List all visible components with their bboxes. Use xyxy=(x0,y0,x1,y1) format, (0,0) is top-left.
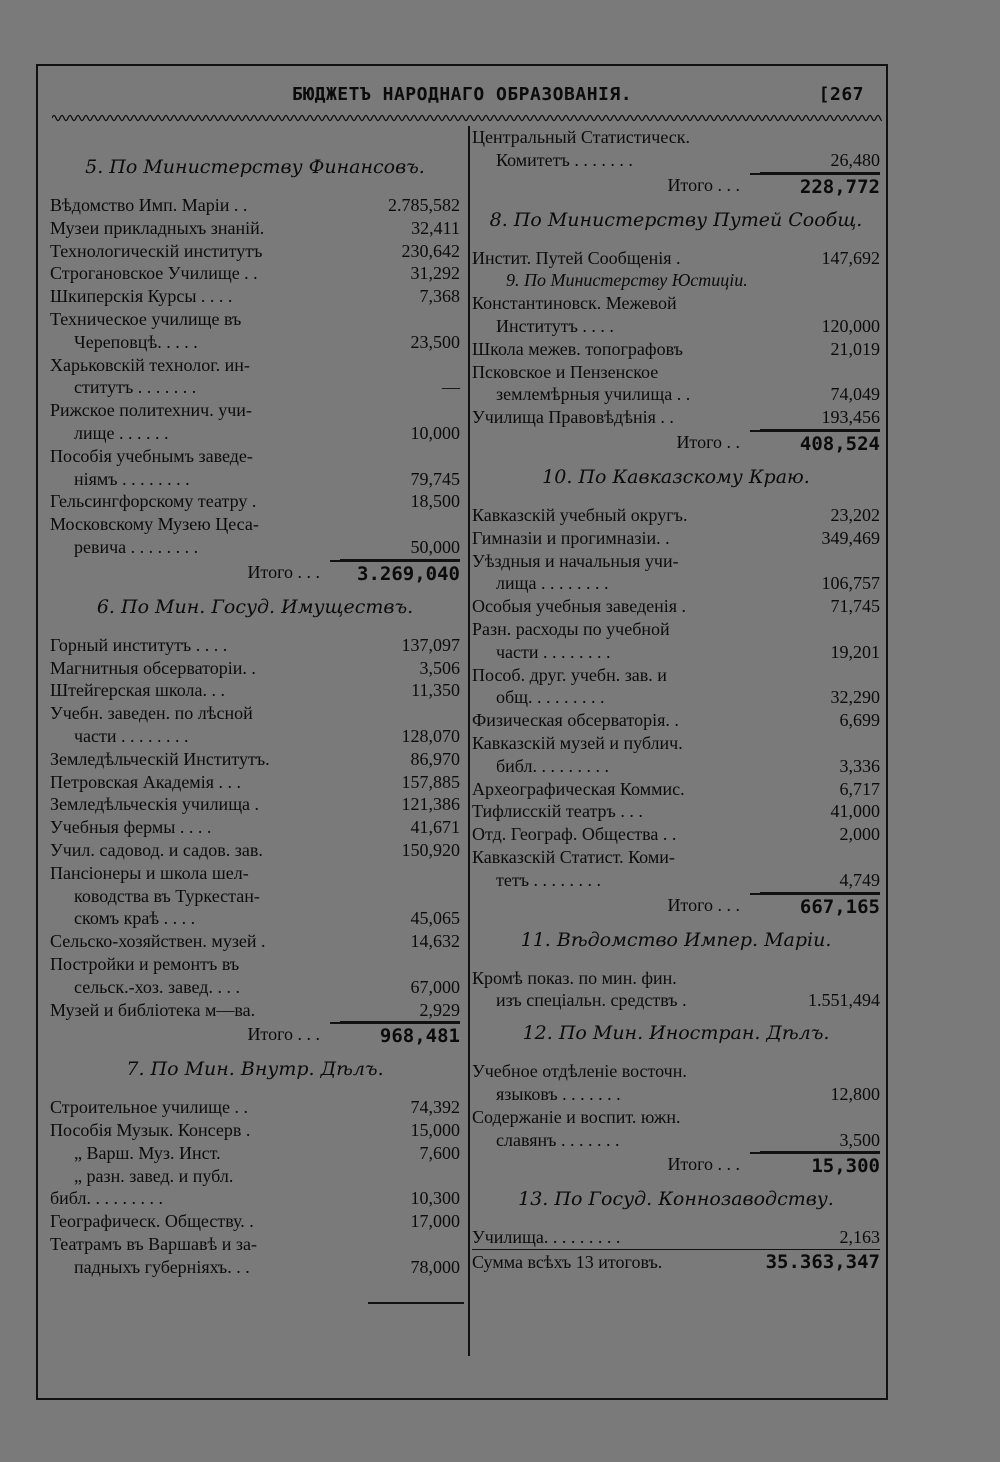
row-label: Археографическая Коммис. xyxy=(472,778,685,799)
wavy-rule xyxy=(52,112,882,124)
budget-row xyxy=(472,550,880,573)
grand-total xyxy=(472,1249,880,1274)
row-label: Школа межев. топографовъ xyxy=(472,338,683,359)
left-column xyxy=(50,146,460,1279)
row-label: Кавказскій музей и публич. xyxy=(472,732,683,753)
row-label: Земледѣльческія училища . xyxy=(50,794,260,815)
row-amount: 3,500 xyxy=(760,1129,880,1153)
budget-row xyxy=(472,1129,880,1153)
row-amount: — xyxy=(442,377,460,398)
budget-section xyxy=(472,466,880,919)
row-amount: 7,600 xyxy=(419,1142,460,1163)
budget-row xyxy=(472,1226,880,1249)
budget-row xyxy=(472,292,880,315)
section-title: 6. По Мин. Госуд. Имуществъ. xyxy=(96,595,414,618)
row-amount: 12,800 xyxy=(830,1083,880,1104)
budget-row xyxy=(472,406,880,430)
section-total xyxy=(472,173,880,199)
budget-row xyxy=(472,1060,880,1083)
budget-row xyxy=(50,702,460,725)
row-amount: 79,745 xyxy=(410,468,460,489)
budget-row xyxy=(50,999,460,1023)
budget-row xyxy=(50,1187,460,1210)
row-label: Пособія учебнымъ заведе- xyxy=(50,445,253,466)
budget-row xyxy=(50,907,460,930)
closing-rule xyxy=(368,1302,464,1304)
row-amount: 128,070 xyxy=(401,725,460,746)
row-label: славянъ . . . . . . . xyxy=(496,1129,620,1150)
row-label: Особыя учебныя заведенія . xyxy=(472,596,687,617)
row-label: ститутъ . . . . . . . xyxy=(74,377,197,398)
budget-section xyxy=(472,1022,880,1178)
row-label: Физическая обсерваторія. . xyxy=(472,710,679,731)
budget-row xyxy=(50,354,460,377)
row-label: скомъ краѣ . . . . xyxy=(74,908,196,929)
budget-row xyxy=(50,490,460,513)
row-amount: 3,336 xyxy=(839,755,880,776)
row-label: Музеи прикладныхъ знаній. xyxy=(50,217,265,238)
row-amount: 4,749 xyxy=(760,869,880,893)
budget-row xyxy=(472,383,880,406)
budget-row xyxy=(472,641,880,664)
row-label: „ Варш. Муз. Инст. xyxy=(74,1142,221,1163)
row-amount: 67,000 xyxy=(410,976,460,997)
row-label: изъ спеціальн. средствъ . xyxy=(496,990,687,1011)
row-label: Учебное отдѣленіе восточн. xyxy=(472,1061,687,1082)
total-amount: 3.269,040 xyxy=(330,560,460,586)
row-label: части . . . . . . . . xyxy=(496,641,611,662)
row-amount: 26,480 xyxy=(760,149,880,173)
row-label: библ. . . . . . . . . xyxy=(496,755,609,776)
budget-row xyxy=(472,338,880,361)
row-amount: 14,632 xyxy=(410,931,460,952)
row-amount: 32,290 xyxy=(830,687,880,708)
row-label: лища . . . . . . . . xyxy=(496,573,609,594)
section-title: 8. По Министерству Путей Сообщ. xyxy=(489,208,863,231)
row-label: Технологическій институтъ xyxy=(50,240,263,261)
budget-section xyxy=(472,126,880,199)
budget-row xyxy=(50,536,460,560)
row-label: Магнитныя обсерваторіи. . xyxy=(50,657,256,678)
section-title: 10. По Кавказскому Краю. xyxy=(542,465,810,488)
row-label: Уѣздныя и начальныя учи- xyxy=(472,550,679,571)
row-amount: 120,000 xyxy=(821,315,880,336)
row-amount: 41,000 xyxy=(830,801,880,822)
budget-row xyxy=(472,126,880,149)
row-label: общ. . . . . . . . . xyxy=(496,687,605,708)
row-label: Центральный Статистическ. xyxy=(472,127,690,147)
row-label: Штейгерская школа. . . xyxy=(50,680,225,701)
row-label: Сельско-хозяйствен. музей . xyxy=(50,931,266,952)
row-label: Пособ. друг. учебн. зав. и xyxy=(472,664,667,685)
row-label: Череповцѣ. . . . . xyxy=(74,331,198,352)
row-label: Тифлисскій театръ . . . xyxy=(472,801,643,822)
budget-row xyxy=(50,468,460,491)
budget-row xyxy=(472,800,880,823)
row-amount: 10,000 xyxy=(410,422,460,443)
budget-section xyxy=(50,1058,460,1278)
total-label: Итого . . xyxy=(676,431,740,452)
section-title: 11. Вѣдомство Импер. Маріи. xyxy=(520,928,832,951)
row-label: падныхъ губерніяхъ. . . xyxy=(74,1256,250,1277)
page-number: [267 xyxy=(818,84,864,105)
row-label: Институтъ . . . . xyxy=(496,315,614,336)
row-label: Содержаніе и воспит. южн. xyxy=(472,1106,681,1127)
total-label: Итого . . . xyxy=(247,1024,320,1045)
row-amount: 2,929 xyxy=(340,999,460,1023)
row-label: Разн. расходы по учебной xyxy=(472,618,670,639)
budget-section xyxy=(472,209,880,456)
budget-row xyxy=(472,778,880,801)
budget-row xyxy=(472,869,880,893)
row-label: Пансіонеры и школа шел- xyxy=(50,862,249,883)
row-amount: 106,757 xyxy=(821,573,880,594)
row-amount: 121,386 xyxy=(401,794,460,815)
budget-row xyxy=(472,709,880,732)
budget-section xyxy=(472,929,880,1013)
row-amount: 71,745 xyxy=(830,596,880,617)
budget-row xyxy=(472,361,880,384)
row-amount: 1.551,494 xyxy=(808,990,880,1011)
budget-row xyxy=(472,967,880,990)
row-label: Инстит. Путей Сообщенія . xyxy=(472,247,681,268)
budget-row xyxy=(50,771,460,794)
row-amount: 6,717 xyxy=(839,778,880,799)
row-label: Учебныя фермы . . . . xyxy=(50,817,212,838)
budget-row xyxy=(50,930,460,953)
row-amount: 19,201 xyxy=(830,641,880,662)
row-amount: 18,500 xyxy=(410,491,460,512)
row-amount: 6,699 xyxy=(839,710,880,731)
row-amount: 10,300 xyxy=(410,1188,460,1209)
column-divider xyxy=(468,126,470,1356)
budget-row xyxy=(50,1142,460,1165)
row-label: Постройки и ремонтъ въ xyxy=(50,953,240,974)
budget-row xyxy=(472,686,880,709)
row-amount: 3,506 xyxy=(419,657,460,678)
row-amount: 349,469 xyxy=(821,527,880,548)
total-label: Итого . . . xyxy=(667,894,740,915)
budget-row xyxy=(50,513,460,536)
row-label: Училища. . . . . . . . . xyxy=(472,1227,621,1248)
row-label: ніямъ . . . . . . . . xyxy=(74,468,190,489)
row-label: ревича . . . . . . . . xyxy=(74,536,199,557)
budget-row xyxy=(50,793,460,816)
row-label: лище . . . . . . xyxy=(74,422,169,443)
budget-row xyxy=(50,1233,460,1256)
total-amount: 408,524 xyxy=(750,430,880,456)
budget-row xyxy=(50,748,460,771)
section-total xyxy=(472,1152,880,1178)
row-label: Учебн. заведен. по лѣсной xyxy=(50,703,253,724)
row-label: части . . . . . . . . xyxy=(74,725,189,746)
row-label: 9. По Министерству Юстиціи. xyxy=(506,270,748,291)
row-label: Техническое училище въ xyxy=(50,308,242,329)
budget-row xyxy=(50,885,460,908)
row-amount: 86,970 xyxy=(410,748,460,769)
budget-row xyxy=(50,262,460,285)
total-label: Итого . . . xyxy=(247,561,320,582)
budget-row xyxy=(472,755,880,778)
budget-row xyxy=(50,1119,460,1142)
row-label: Пособія Музык. Консерв . xyxy=(50,1120,251,1141)
row-label: „ разн. завед. и публ. xyxy=(74,1165,234,1186)
right-column xyxy=(472,126,880,1274)
row-amount: 50,000 xyxy=(340,536,460,560)
row-label: Комитетъ . . . . . . . xyxy=(496,149,633,170)
budget-row xyxy=(50,1096,460,1119)
budget-row xyxy=(472,664,880,687)
section-title: 13. По Госуд. Коннозаводству. xyxy=(518,1188,834,1211)
budget-row xyxy=(50,634,460,657)
row-amount: 23,500 xyxy=(410,331,460,352)
budget-row xyxy=(50,976,460,999)
row-label: Отд. Географ. Общества . . xyxy=(472,824,677,845)
budget-row xyxy=(472,846,880,869)
row-amount: 2,000 xyxy=(839,824,880,845)
total-amount: 15,300 xyxy=(750,1152,880,1178)
budget-row xyxy=(50,331,460,354)
budget-row xyxy=(472,1106,880,1129)
row-label: сельск.-хоз. завед. . . . xyxy=(74,976,240,997)
budget-section xyxy=(472,1188,880,1274)
budget-row xyxy=(50,240,460,263)
header-title: БЮДЖЕТЪ НАРОДНАГО ОБРАЗОВАНІЯ. xyxy=(291,84,633,105)
total-amount: 228,772 xyxy=(750,173,880,199)
budget-row xyxy=(50,1165,460,1188)
row-label: библ. . . . . . . . . xyxy=(50,1188,163,1209)
row-label: Шкиперскія Курсы . . . . xyxy=(50,286,233,307)
row-amount: 31,292 xyxy=(410,263,460,284)
budget-row xyxy=(50,816,460,839)
section-title: 5. По Министерству Финансовъ. xyxy=(85,156,425,178)
budget-row xyxy=(50,679,460,702)
section-title: 12. По Мин. Иностран. Дѣлъ. xyxy=(522,1022,830,1045)
budget-row xyxy=(472,315,880,338)
budget-row xyxy=(50,399,460,422)
grand-total-amount: 35.363,347 xyxy=(765,1251,880,1274)
budget-row xyxy=(472,618,880,641)
row-amount: 15,000 xyxy=(410,1120,460,1141)
row-amount: 157,885 xyxy=(401,771,460,792)
budget-row xyxy=(50,657,460,680)
row-label: Строительное училище . . xyxy=(50,1097,249,1118)
total-label: Итого . . . xyxy=(667,174,740,195)
row-amount: 230,642 xyxy=(401,240,460,261)
budget-row xyxy=(472,247,880,270)
row-amount: 45,065 xyxy=(410,908,460,929)
section-total xyxy=(50,560,460,586)
budget-row xyxy=(472,527,880,550)
running-header xyxy=(38,84,886,112)
budget-row xyxy=(50,445,460,468)
row-label: ководства въ Туркестан- xyxy=(74,885,260,906)
row-label: Географическ. Обществу. . xyxy=(50,1211,254,1232)
row-label: Кавказскій учебный округъ. xyxy=(472,504,688,525)
budget-row xyxy=(472,504,880,527)
row-label: Московскому Музею Цеса- xyxy=(50,514,259,535)
row-label: Учил. садовод. и садов. зав. xyxy=(50,839,263,860)
grand-total-label: Сумма всѣхъ 13 итоговъ. xyxy=(472,1252,663,1273)
row-label: Псковское и Пензенское xyxy=(472,361,659,382)
budget-section xyxy=(50,596,460,1049)
budget-row xyxy=(472,732,880,755)
row-amount: 2,163 xyxy=(839,1227,880,1248)
row-amount: 17,000 xyxy=(410,1211,460,1232)
section-title: 7. По Мин. Внутр. Дѣлъ. xyxy=(126,1058,384,1081)
row-amount: 193,456 xyxy=(760,406,880,430)
row-label: Гимназіи и прогимназіи. . xyxy=(472,527,670,548)
section-total xyxy=(472,893,880,919)
row-label: Строгановское Училище . . xyxy=(50,263,258,284)
budget-section xyxy=(50,156,460,586)
row-amount: 74,392 xyxy=(410,1097,460,1118)
row-amount: 11,350 xyxy=(411,680,460,701)
budget-row xyxy=(50,953,460,976)
budget-row xyxy=(472,269,880,292)
budget-row xyxy=(50,217,460,240)
row-amount: 78,000 xyxy=(410,1256,460,1277)
row-amount: 23,202 xyxy=(830,504,880,525)
row-label: Петровская Академія . . . xyxy=(50,771,241,792)
row-amount: 21,019 xyxy=(830,338,880,359)
row-label: Гельсингфорскому театру . xyxy=(50,491,257,512)
row-label: Горный институтъ . . . . xyxy=(50,634,228,655)
row-label: Рижское политехнич. учи- xyxy=(50,400,252,421)
row-amount: 137,097 xyxy=(401,634,460,655)
row-label: Училища Правовѣдѣнія . . xyxy=(472,407,674,428)
budget-row xyxy=(50,1256,460,1279)
row-label: Музей и библіотека м—ва. xyxy=(50,999,256,1020)
row-amount: 147,692 xyxy=(821,247,880,268)
row-amount: 74,049 xyxy=(830,384,880,405)
section-total xyxy=(472,430,880,456)
budget-row xyxy=(472,823,880,846)
page-frame xyxy=(36,64,888,1400)
row-label: тетъ . . . . . . . . xyxy=(496,869,602,890)
row-label: Кромѣ показ. по мин. фин. xyxy=(472,967,677,988)
row-amount: 41,671 xyxy=(410,817,460,838)
budget-row xyxy=(50,194,460,217)
budget-row xyxy=(472,595,880,618)
budget-row xyxy=(472,989,880,1012)
budget-row xyxy=(50,839,460,862)
budget-row xyxy=(50,376,460,399)
budget-row xyxy=(50,1210,460,1233)
budget-row xyxy=(50,422,460,445)
budget-row xyxy=(50,725,460,748)
total-amount: 968,481 xyxy=(330,1022,460,1048)
budget-row xyxy=(472,149,880,173)
total-label: Итого . . . xyxy=(667,1154,740,1175)
row-label: Земледѣльческій Институтъ. xyxy=(50,748,270,769)
budget-row xyxy=(472,572,880,595)
budget-row xyxy=(50,308,460,331)
budget-row xyxy=(50,285,460,308)
row-label: Харьковскій технолог. ин- xyxy=(50,354,250,375)
row-label: Кавказскій Статист. Коми- xyxy=(472,846,675,867)
row-amount: 2.785,582 xyxy=(388,195,460,215)
row-label: Константиновск. Межевой xyxy=(472,293,677,314)
row-label: языковъ . . . . . . . xyxy=(496,1083,621,1104)
row-amount: 7,368 xyxy=(419,286,460,307)
section-total xyxy=(50,1022,460,1048)
budget-row xyxy=(50,862,460,885)
row-label: Вѣдомство Имп. Маріи . . xyxy=(50,195,248,215)
row-amount: 150,920 xyxy=(401,839,460,860)
row-label: землемѣрныя училища . . xyxy=(496,384,691,405)
total-amount: 667,165 xyxy=(750,893,880,919)
row-label: Театрамъ въ Варшавѣ и за- xyxy=(50,1234,258,1255)
budget-row xyxy=(472,1083,880,1106)
row-amount: 32,411 xyxy=(411,217,460,238)
